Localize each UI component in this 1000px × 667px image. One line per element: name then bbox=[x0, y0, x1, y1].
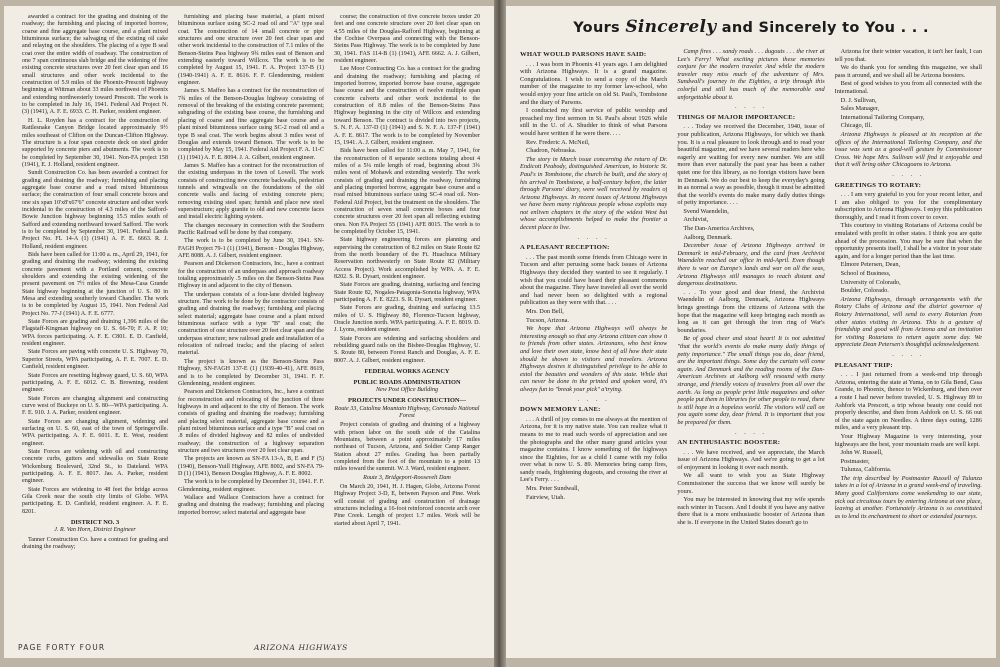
paragraph: We do thank you for sending this magazine, we shall pass it around, and we shall all be Arizona boosters. bbox=[834, 64, 982, 79]
subheading: Route 33, Catalina Mountain Highway, Coronado National Forest bbox=[334, 405, 480, 419]
signature-line: Svend Waendelin, bbox=[683, 207, 729, 215]
paragraph: Pearson and Dickerson Contractors, Inc., have a contract for the construction of an underpass and approach roadway totaling approximately .5 miles on the Benson-Steins Pass Highway in and adjacent to the city of Benson. bbox=[178, 261, 324, 290]
editor-reply: We hope that Arizona Highways will always be interesting enough so that any Arizona citizen can show it to friends from other states. Arizonans, who best know and love their own state, know best of all how their state should be shown to visitors and travelers. Arizona Highways desires it distinguished privilege to be able to extol the beauties and wonders of this state. While that can never be done in the printed and spoken word, it's always fun to "break your pick" a'trying. bbox=[520, 325, 668, 393]
paragraph: The underpass consists of a four-lane divided highway structure. The work to be done by the contractor consists of grading and draining the roadway; furnishing and placing select material; aggregate base course and a plant mixed bituminous surface with a type "B" seal coat; the construction of one structure over 20 feet clear span and the underpass structure; new railroad grade and installation of a relocation of railroad tracks; and the placing of select material. bbox=[178, 291, 324, 357]
paragraph: H. L. Royden has a contract for the construction of Rattlesnake Canyon Bridge located approximately 9½ miles southeast of Clifton on the Duncan-Clifton Highway. The structure is a four span concrete deck on steel girder supported by concrete piers and abutments. The work is to be completed by September 30, 1941. Non-FA project 158 (1941), E. J. Holland, resident engineer. bbox=[22, 117, 168, 168]
paragraph: Wallace and Wallace Contractors have a contract for grading and draining the roadway; furnishing and placing imported borrow; select material and aggregate base bbox=[178, 495, 324, 516]
paragraph: State Forces are changing alignment and constructing curve west of Buckeye on U. S. 80—WPA participating. A. F. E. 910. J. A. Parker, resident engineer. bbox=[22, 395, 168, 417]
paragraph: State Forces are grading, draining, surfacing and fencing State Route 82, Nogales-Patagonia-Sonoita highway, WPA participating A. F. E. 8223. S. R. Dysart, resident engineer. bbox=[334, 282, 480, 304]
editor-reply: Be of good cheer and stout heart! It is not admitted "that the world's events do make many daily things of petty importance." The small things you do, dear friend, are the important things. Some day the curtain will come again. And Denmark and the reading rooms of the Dan-American Archives at Aalborg will resound with many strange, and friendly voices of travelers from all over the earth. As long as people print little magazines and other people put them in libraries for other people to read, there is still hope in a hopeless world. The visitors will call on you again some day, dear friend. It is important that you be prepared for them. bbox=[677, 335, 825, 426]
right-column-3 bbox=[835, 48, 982, 638]
signature-line: Postmaster, bbox=[840, 457, 870, 465]
paragraph: You may be interested in knowing that my wife spends each winter in Tucson. And I doubt if you have any native there that is a more enthusiastic booster of Arizona than she is. If everyone in the United States doesn't go to bbox=[677, 496, 825, 527]
separator: . . . . bbox=[734, 428, 767, 436]
paragraph: The projects are known as SN-FA 13-A, B, E and F (5) (1940), Benson-Yuill Highway, AFE 8002, and SN-FA 79-D (1) (1941), Benson Douglas Highway, A. F. E. 8002. bbox=[178, 456, 324, 477]
section-heading: FEDERAL WORKS AGENCY bbox=[364, 368, 450, 376]
page-number: PAGE FORTY FOUR bbox=[18, 643, 106, 652]
subheading: Route 3, Bridgeport-Roosevelt Dam bbox=[363, 474, 451, 481]
separator: . . . . bbox=[892, 350, 925, 358]
paragraph: Best of good wishes to you from all connected with the International. bbox=[834, 80, 982, 95]
letter-heading: PLEASANT TRIP: bbox=[834, 361, 893, 369]
letter-heading: DOWN MEMORY LANE: bbox=[520, 406, 601, 414]
paragraph: furnishing and placing base material, a plant mixed bituminous surface using SC-2 road oil and "A" type seal coat. The construction of 14 small concrete or pipe structures and one structure over 20 feet clear span and other work incidental to the construction of 7.1 miles of the Benson-Steins Pass highway 9¾ miles east of Benson and extending easterly toward Willcox. The work is to be completed by August 15, 1941. F. A. Project 137-B (1) (1940-1941) A. F. E. 8616. F. F. Glendenning, resident engineer. bbox=[178, 14, 324, 87]
paragraph: . . . A thrill of joy comes to me always at the mention of Arizona, for it is my native state. You can realize what it means to me to read such words of appreciation and see the photographs and the other many grand articles your magazine contains. I know something of the highways since the Eighties, for as a child I came with my folks over what is now U. S. 89. Memories bring camp fires, sandy roads, frightening dugouts, and crossing the river at Lee's Ferry. . . . bbox=[520, 415, 668, 484]
subheading: New Post Office Building bbox=[375, 386, 439, 393]
paragraph: . . . To your good and dear friend, the Archivist Waendelin of Aalborg, Denmark, Arizona Highways brings greetings from the citizens of Arizona with the hope that the magazine will keep bringing each month as long as it can get through the iron ring of War's boundaries. bbox=[677, 288, 825, 334]
paragraph: Bids have been called for 11:00 a. m., April 29, 1941, for grading and draining the roadway; widening the existing concrete pavement with a Portland cement, concrete shoulders and extending the existing widening of the present pavement on 7½ miles of the Mesa-Casa Grande State highway beginning at the junction of U. S. 80 in Mesa and extending southerly toward Chandler. The work is to be completed by August 15, 1941. Non Federal Aid Project No. 77-J (1941) A. F. E. 6777. bbox=[22, 252, 168, 317]
signature-line: Archivist, bbox=[683, 216, 709, 224]
separator: . . . . bbox=[734, 103, 767, 111]
signature-line: Rev. Frederic A. McNeil, bbox=[526, 138, 590, 146]
paragraph: . . . I was born in Phoenix 41 years ago. I am delighted with Arizona Highways. It is a grand magazine. Congratulations. I wish to send a copy of the March number of the magazine to my former law-school, who would enjoy your fine article on old St. Paul's, Tombstone and the diary of Parsons. bbox=[520, 60, 668, 106]
paragraph: Tanner Construction Co. have a contract for grading and draining the roadway; bbox=[22, 536, 168, 551]
left-page-columns bbox=[22, 14, 480, 624]
book-gutter bbox=[494, 0, 506, 667]
editor-reply: The trip described by Postmaster Russell of Tulunza takes in a lot of Arizona in a grand week-end of traveling. Many good Californians come weekending to our state, pick out circuitous tours by entering Arizona at one place, leaving at another. Fortunately Arizona is so constituted as to lend its enchantment to short or extended journeys. bbox=[834, 474, 982, 520]
signature-line: International Tailoring Company, bbox=[840, 113, 925, 121]
paragraph: Arizona for their winter vacation, it isn't her fault, I can tell you that. bbox=[834, 48, 982, 63]
paragraph: course; the construction of five concrete boxes under 20 feet and one concrete structure over 20 feet clear span on 4.55 miles of the Douglas-Rafford Highway, beginning at the Cochise Overpass and connecting with the Benson-Steins Pass Highway. The work is to be completed by June 30, 1941. FAS 114-B (1) (1941), AFE 6662. A. J. Gilbert, resident engineer. bbox=[334, 14, 480, 65]
section-heading: PUBLIC ROADS ADMINISTRATION bbox=[353, 378, 461, 386]
paragraph: On March 20, 1941, H. J. Hagen, Globe, Arizona Forest Highway Project 3-D, E, between Payson and Pine. Work will consist of grading and construction of drainage structures including a 16-foot reinforced concrete arch over Pine Creek. Length of project 1.7 miles. Work will be started about April 7, 1941. bbox=[334, 483, 480, 527]
paragraph: I conducted my first service of public worship and preached my first sermon in St. Paul's about 1926 while still in the U. of A. Shudder to think of what Parsons would have written if he were there. . . . bbox=[520, 107, 668, 137]
paragraph: Your Highway Magazine is very interesting, your highways are the best, your mountain roads are well kept. bbox=[834, 432, 982, 448]
signature-line: Mrs. Don Bell, bbox=[526, 308, 564, 315]
signature-line: Fairview, Utah. bbox=[526, 493, 565, 501]
paragraph: State Forces are resetting highway guard, U. S. 60, WPA participating, A. F. E. 6012. C. B. Browning, resident engineer. bbox=[22, 372, 168, 394]
right-column-2 bbox=[677, 48, 824, 638]
editor-reply: The story in March issue concerning the return of Dr. Endicott Peabody, distinguished American, to historic St. Paul's in Tombstone, the church he built, and the story of his arrival in Tombstone, a half-century before, the latter through Parsons' diary, were well received by readers of Arizona Highways. In recent issues of Arizona Highways we have been many righteous people whose exploits may not enliven chapters in the story of the widest West but whose accomplishments helped to make the frontier a decent place to live. bbox=[520, 155, 668, 232]
separator: . . . . bbox=[892, 170, 925, 178]
paragraph: Lee Moor Contracting Co. has a contract for the grading and draining the roadway; furnishing and placing of imported borrow, imported borrow base course, aggregate base course and the construction of twelve multiple span concrete culverts and other work incidental to the construction of 8.8 miles of the Benson-Steins Pass Highway beginning in the city of Willcox and extending toward Benson. The contract is divided into two projects, S. N. F. A. 137-D (1) (1941) and S. N. F. A. 137-F (1941) A. F. E. 8617. The work is to be completed by November 15, 1941. A. J. Gilbert, resident engineer. bbox=[334, 66, 480, 146]
paragraph: The project is known as the Benson-Steins Pass Highway, SN-FAGH 137-E (1) (1939-40-41), AFE 8619, and is to be completed by December 31, 1941. F. F. Glendenning, resident engineer. bbox=[178, 358, 324, 387]
signature-line: Tulunza, California. bbox=[840, 466, 892, 474]
letters-title bbox=[573, 17, 929, 37]
left-column-1 bbox=[22, 14, 168, 624]
letters-header bbox=[520, 14, 982, 40]
subheading: J. R. Van Horn, District Engineer bbox=[54, 527, 136, 534]
paragraph: . . . Today we received the December, 1940, issue of your publication, Arizona Highways, for which we thank you. It is a real pleasure to look through and to read your beautiful magazine, and we have several readers here who eagerly are waiting for every new number. We are still more than ever naturally the past year has been a rather quiet one for this library, as no foreign visitors have been in Denmark. We do our best to keep the everyday's going in as normal a way as possible, though it must be admitted that the world's events do make many daily duties things of petty importance. . . . bbox=[677, 123, 825, 207]
separator: . . . . bbox=[577, 233, 610, 241]
signature-line: Boulder, Colorado. bbox=[840, 287, 889, 295]
magazine-name: ARIZONA HIGHWAYS bbox=[254, 643, 348, 652]
paragraph: State Forces are widening and surfacing shoulders and rebuilding guard rails on the Bisbee-Douglas Highway, U. S. Route 80, between Forest Ranch and Douglas, A. F. E. 8007. A. J. Gilbert, resident engineer. bbox=[334, 335, 480, 364]
signature-line: The Dan-America Archives, bbox=[683, 225, 755, 233]
left-column-2 bbox=[178, 14, 324, 624]
letter-heading: THINGS OF MAJOR IMPORTANCE: bbox=[677, 113, 796, 121]
paragraph: State Forces are paving with concrete U. S. Highway 70, Superior Streets, WPA participating, A. F. E. 7007. E. D. Canfield, resident engineer. bbox=[22, 349, 168, 371]
signature-line: University of Colorado, bbox=[840, 278, 901, 286]
signature-line: Elmore Petersen, Dean, bbox=[840, 261, 901, 269]
paragraph: The work is to be completed by December 31, 1941. F. F. Glendenning, resident engineer. bbox=[178, 479, 324, 493]
editor-reply: Arizona Highways, through arrangements with the Rotary Clubs of Arizona and the district governor of Rotary International, will send to every Rotarian from other states visiting in Arizona. This is a gesture of friendship and good will from Arizona and an invitation for visiting Rotarians to return again some day. We appreciate Dean Petersen's thoughtful acknowledgement. bbox=[834, 295, 982, 349]
paragraph: Pearson and Dickerson Contractors, Inc., have a contract for reconstruction and relocating of the junction of three highways in and adjacent to the city of Benson. The work consists of grading and draining the roadway; furnishing and placing select material, aggregate base course and a plant mixed bituminous surface and a type "B" seal coat on .8 miles of divided highway and 82 miles of undivided roadway; the construction of a highway separation structure and two structures over 20 feet clear span. bbox=[178, 389, 324, 454]
paragraph: Sundt Construction Co. has been awarded a contract for grading and draining the roadway; furnishing and placing aggregate base course and a road mixed bituminous surface; the construction of four small concrete boxes and one six span 10'x8'x67'6" concrete structure and other work incidental to the construction of 4.3 miles of the Safford-Bowie Junction highway beginning 15.5 miles south of Safford and extending northward toward Safford. The work is to be completed by September 30, 1941. Federal Lands Project No. FL 14-A (1) (1941) A. F. E. 6663. R. J. Holland, resident engineer. bbox=[22, 170, 168, 250]
paragraph: State Forces are grading and draining 1,396 miles of the Flagstaff-Kingman highway on U. S. 66-70; F. A. P. 10; WPA forces participating. A. F. E. C801. E. D. Canfield, resident engineer. bbox=[22, 319, 168, 348]
paragraph: Project consists of grading and draining of a highway with prison labor on the south side of the Catalina Mountains, between a point approximately 17 miles northeast of Tucson, Arizona, and Soldier Camp Ranger Station about 27 miles. Grading has been partially completed from the foot of the mountain to a point 13 miles toward the summit. W. J. Ward, resident engineer. bbox=[334, 422, 480, 473]
right-page bbox=[506, 6, 996, 658]
title-suffix: and Sincerely to You . . . bbox=[716, 20, 929, 36]
letter-heading: A PLEASANT RECEPTION: bbox=[520, 244, 610, 252]
title-script-word: Sincerely bbox=[625, 17, 717, 37]
title-prefix: Yours bbox=[573, 20, 626, 36]
letter-heading: WHAT WOULD PARSONS HAVE SAID: bbox=[520, 51, 647, 58]
paragraph: The work is to be completed by June 30, 1941. SN-FAGH Project 79-1 (1) (1941), Benson - Douglas Highway, AFE 8088. A. J. Gilbert, resident engineer. bbox=[178, 238, 324, 259]
right-column-1 bbox=[520, 48, 667, 638]
signature-line: School of Business, bbox=[840, 270, 891, 278]
right-page-columns bbox=[520, 48, 982, 638]
paragraph: Bids have been called for 11:00 a. m. May 7, 1941, for the reconstruction of 8 separate sections totaling about 4 miles of a 5¼ mile length of road, beginning about 3¾ miles west of Mohawk and extending westerly. The work consists of grading and draining the roadway, furnishing and placing imported borrow, aggregate base course and a road mixed bituminous surface using SC-4 road oil. Non-Federal Aid Project, but the treatment on the shoulders. The construction of seven small concrete boxes and four concrete structures over 20 feet span all reflecting existing ones. Non FA Project 55 (1941) AFE 8015. The work is to be completed by October 15, 1941. bbox=[334, 148, 480, 235]
left-page bbox=[4, 6, 494, 658]
paragraph: . . . The past month some friends from Chicago were in Tucson and after perusing some back issues of Arizona Highways they decided they wanted to see it regularly. I wish that you could have heard their pleasant comments about the magazine. They have traveled all over the world and had never been so delighted with a regional publication as they were with that. . . . bbox=[520, 253, 668, 307]
paragraph: . . . I just returned from a week-end trip through Arizona, entering the state at Yuma, on to Gila Bend, Casa Grande, to Phoenix, thence to Wickenburg, and then over a route I had never before traveled, U. S. Highway 89 to Ashfork via Prescott, a trip whose beauty one could not properly describe, and then from Ashfork on U. S. 66 out of the state again on Needles. A three days outing, 1286 miles, and a very pleasant trip. bbox=[834, 371, 982, 432]
signature-line: D. J. Sullivan, bbox=[840, 96, 877, 104]
editor-reply: Arizona Highways is pleased at its reception at the offices of the International Tailoring Company, and the issue was sent as a good-will gesture by Commissioner Cross. We hope Mrs. Sullivan will find it enjoyable and that it will bring other Chicagoans to Arizona. bbox=[834, 130, 982, 169]
paragraph: . . . We have received, and we appreciate, the March issue of Arizona Highways. And we're going to get a lot of enjoyment in looking it over each month. bbox=[677, 448, 825, 471]
signature-line: John W. Russell, bbox=[840, 449, 883, 457]
paragraph: State Forces are changing alignment, widening and surfacing on U. S. 60, east of the town of Springerville. WPA participating. A. F. E. 6011. E. E. West, resident engineer. bbox=[22, 418, 168, 447]
section-heading: PROJECTS UNDER CONSTRUCTION— bbox=[348, 397, 466, 405]
paragraph: . . . I am very grateful to you for your recent letter, and I am also obliged to you for the complimentary subscription to Arizona Highways. I enjoy this publication thoroughly, and I read it from cover to cover. bbox=[834, 191, 982, 221]
paragraph: We all want to wish you as State Highway Commissioner the success that we know will surely be yours. bbox=[677, 472, 825, 495]
paragraph: James S. Maffeo has a contract for the reconstruction of the existing underpass in the town of Lowell. The work consists of constructing new concrete backwalls, pedestrian tunnels and wingwalls on the foundations of the old concrete walls and facing of existing concrete piers; removing existing steel span; furnish and place new steel superstructure; apply granite to old and new concrete faces and install electric lighting system. bbox=[178, 162, 324, 221]
paragraph: The changes necessary in connection with the Southern Pacific Railroad will be done by that company. bbox=[178, 222, 324, 236]
paragraph: State Forces are widening with oil and constructing concrete curbs, gutters and sidewalks on State Route Wickenburg Boulevard, 32nd St., to Dateland. WPA participating. A. F. E. 8017. Jas. A. Parker, resident engineer. bbox=[22, 448, 168, 485]
signature-line: Chicago, Ill. bbox=[840, 122, 872, 130]
signature-line: Mrs. Peter Sundwall, bbox=[526, 485, 580, 493]
paragraph: State highway engineering forces are planning and supervising the construction of 8.2 miles on State Route 82 from the north boundary of the Ft. Huachuca Military Reservation northwesterly on State Route 82 (Military Access Project). Work accomplished by WPA. A. F. E. 8202. S. R. Dysart, resident engineer. bbox=[334, 237, 480, 281]
paragraph: This courtesy to visiting Rotarians of Arizona could be emulated with profit in other states. I think you are quite ahead of the procession. You may be sure that when the opportunity presents itself, I shall be a visitor in your state again, and for a longer period than the last time. bbox=[834, 222, 982, 260]
paragraph: State Forces are grading, draining and surfacing 13.5 miles of U. S. Highway 80, Florence-Tucson highway, Oracle Junction north. WPA participating. A. F. E. 8019. D. J. Lyons, resident engineer. bbox=[334, 305, 480, 334]
letter-heading: GREETINGS TO ROTARY: bbox=[834, 181, 922, 189]
signature-line: Aalborg, Denmark. bbox=[683, 233, 732, 241]
separator: . . . . bbox=[577, 395, 610, 403]
left-column-3 bbox=[334, 14, 480, 624]
signature-line: Sales Manager, bbox=[840, 105, 880, 113]
signature-line: Chadron, Nebraska. bbox=[526, 147, 577, 155]
paragraph: State Forces are widening to 48 feet the bridge across Gila Creek near the south city limits of Globe. WPA participating. E. D. Canfield, resident engineer. A. F. E. 8201. bbox=[22, 486, 168, 515]
editor-reply: Camp fires . . . sandy roads . . . dugouts . . . the river at Lee's Ferry! What exciting pictures these memories conjure for the modern traveler. And while the modern traveler may miss much of the adventure of Mrs. Sundwall's journey in the Eighties, a trip through this colorful and still has much of the memorable and unforgettable about it. bbox=[677, 48, 825, 101]
letter-heading: AN ENTHUSIASTIC BOOSTER: bbox=[677, 439, 781, 447]
section-heading: DISTRICT NO. 3 bbox=[70, 519, 120, 527]
editor-reply: December issue of Arizona Highways arrived in Denmark in mid-February, and the card from Archivist Waendelin reached our office in mid-April. Even though there is war on Europe's lands and war on all the seas, Arizona Highways still manages to reach distant and dangerous destinations. bbox=[677, 242, 825, 288]
paragraph: awarded a contract for the grading and draining of the roadway; the furnishing and placing of imported borrow, coarse and fine aggregate base course, and a plant mixed bituminous surface; the salvaging of the existing oil cake and relaying on the shoulders. The placing of a type B seal coat over the entire width of roadway. The construction of one 7 span continuous slab bridge and the widening of five existing concrete structures over 20 feet clear span and 16 small structures and other work incidental to the construction of 5.9 miles of the Phoenix-Prescott highway beginning at Wittman about 33 miles northwest of Phoenix and extending northwesterly toward Prescott. The work is to be completed in July 16, 1941. Federal Aid Project N. (3) (1941), A. F. E. 6933. C. H. Parker, resident engineer. bbox=[22, 14, 168, 116]
signature-line: Tucson, Arizona. bbox=[526, 316, 569, 324]
paragraph: James S. Maffeo has a contract for the reconstruction of 7¾ miles of the Benson-Douglas highway consisting of removal of the breaking of the existing concrete pavement; subgrading of the existing base course, the furnishing and placing of coarse and fine aggregate base course and a plant mixed bituminous surface using SC-2 road oil and a type B seal coat. The work begins about 3 miles west of Douglas and extends toward Benson. The work is to be completed by May 15, 1941. Federal Aid Project F. A. 11-C (1) (1941) A. F. E. 8094. J. A. Gilbert, resident engineer. bbox=[178, 88, 324, 161]
